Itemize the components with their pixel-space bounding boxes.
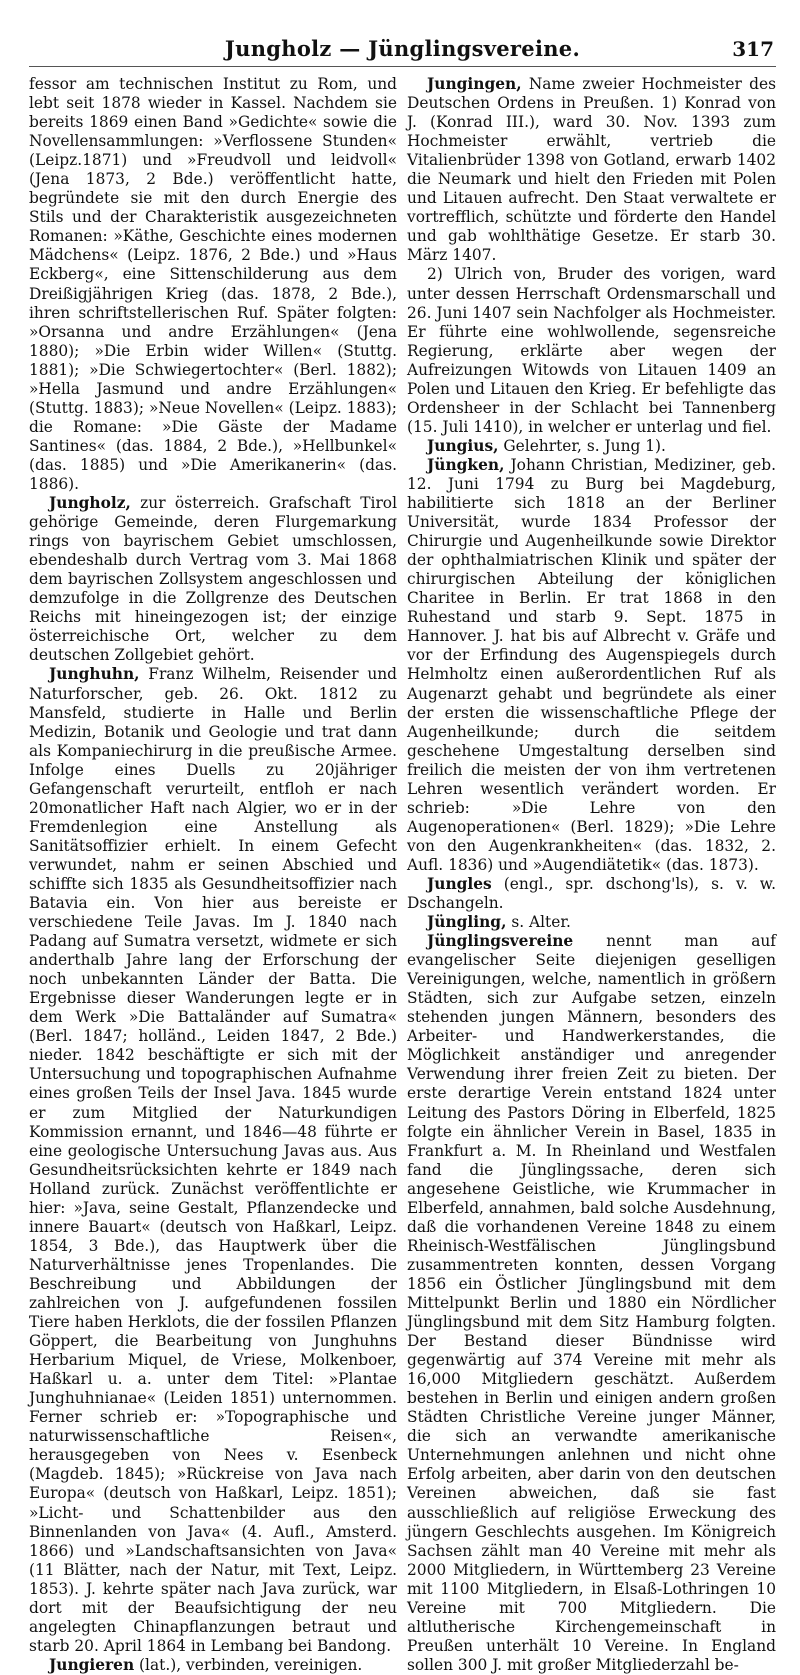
lemma-jungingen: Jungingen, [427,75,522,93]
lemma-jungholz: Jungholz, [49,494,131,513]
lemma-juengling: Jüngling, [427,913,507,932]
page-number: 317 [732,37,774,61]
entry-continuation: fessor am technischen Institut zu Rom, und lebt seit 1878 wieder in Kassel. Nachdem sie bereits 1869 einen Band »Gedichte« sowie die Novellensammlungen: »Verflossene Stunden« (Leipz.1871) und »Freudvoll und leidvoll« (Jena 1873, 2 Bde.) veröffentlicht hatte, begründete sie mit den durch Energie des Stils und der Charakteristik ausgezeichneten Romanen: »Käthe, Geschichte eines modernen Mädchens« (Leipz. 1876, 2 Bde.) und »Haus Eckberg«, eine Sittenschilderung aus dem Dreißigjährigen Krieg (das. 1878, 2 Bde.), ihren schriftstellerischen Ruf. Später folgten: »Orsanna und andre Erzählungen« (Jena 1880); »Die Erbin wider Willen« (Stuttg. 1881); »Die Schwiegertochter« (Berl. 1882); »Hella Jasmund und andre Erzählungen« (Stuttg. 1883); »Neue Novellen« (Leipz. 1883); die Romane: »Die Gäste der Madame Santines« (das. 1884, 2 Bde.), »Hellbunkel« (das. 1885) und »Die Amerikanerin« (das. 1886). [29,75,397,493]
running-title: Jungholz — Jünglingsvereine. [224,36,581,61]
entry-text-juenglingsvereine: nennt man auf evangelischer Seite diejenigen geselligen Vereinigungen, welche, namentlich in größern Städten, sich zur Aufgabe setzen, einzeln stehenden jungen Männern, besonders des Arbeiter- und Handwerkerstandes, die Möglichkeit anständiger und anregender Verwendung ihrer freien Zeit zu bieten. Der erste derartige Verein entstand 1824 unter Leitung des Pastors Döring in Elberfeld, 1825 folgte ein ähnlicher Verein in Basel, 1835 in Frankfurt a. M. In Rheinland und Westfalen fand die Jünglingssache, deren sich angesehene Geistliche, wie Krummacher in Elberfeld, annahmen, bald solche Ausdehnung, daß die vorhandenen Vereine 1848 zu einem Rheinisch-Westfälischen Jünglingsbund zusammentreten konnten, dessen Vorgang 1856 ein Östlicher Jünglingsbund mit dem Mittelpunkt Berlin und 1880 ein Nördlicher Jünglingsbund mit dem Sitz Hamburg folgten. Der Bestand dieser Bündnisse wird gegenwärtig auf 374 Vereine mit mehr als 16,000 Mitgliedern geschätzt. Außerdem bestehen in Berlin und einigen andern großen Städten Christliche Vereine junger Männer, die sich an verwandte amerikanische Unternehmungen anlehnen und nicht ohne Erfolg arbeiten, aber darin von den deutschen Vereinen abweichen, daß sie fast ausschließlich auf religiöse Erweckung des jüngern Geschlechts ausgehen. Im Königreich Sachsen zählt man 40 Vereine mit mehr als 2000 Mitgliedern, in Württemberg 23 Vereine mit 1100 Mitgliedern, in Elsaß-Lothringen 10 Vereine mit 700 Mitgliedern. Die altlutherische Kirchengemeinschaft in Preußen unterhält 10 Vereine. In England sollen 300 J. mit großer Mitgliederzahl be- [407,932,776,1674]
entry-text-junghuhn: Franz Wilhelm, Reisender und Naturforscher, geb. 26. Okt. 1812 zu Mansfeld, studierte in Halle und Berlin Medizin, Botanik und Geologie und trat dann als Kompaniechirurg in die preußische Armee. Infolge eines Duells zu 20jähriger Gefangenschaft verurteilt, entfloh er nach 20monatlicher Haft nach Algier, wo er in der Fremdenlegion eine Anstellung als Sanitätsoffizier erhielt. In einem Gefecht verwundet, nahm er seinen Abschied und schiffte sich 1835 als Gesundheitsoffizier nach Batavia ein. Von hier aus bereiste er verschiedene Teile Javas. Im J. 1840 nach Padang auf Sumatra versetzt, widmete er sich anderthalb Jahre lang der Erforschung der noch unbekannten Länder der Batta. Die Ergebnisse dieser Wanderungen legte er in dem Werk »Die Battaländer auf Sumatra« (Berl. 1847; holländ., Leiden 1847, 2 Bde.) nieder. 1842 beschäftigte er sich mit der Untersuchung und topographischen Aufnahme eines großen Teils der Insel Java. 1845 wurde er zum Mitglied der Naturkundigen Kommission ernannt, und 1846—48 führte er eine geologische Untersuchung Javas aus. Aus Gesundheitsrücksichten kehrte er 1849 nach Holland zurück. Zunächst veröffentlichte er hier: »Java, seine Gestalt, Pflanzendecke und innere Bauart« (deutsch von Haßkarl, Leipz. 1854, 3 Bde.), das Hauptwerk über die Naturverhältnisse jenes Tropenlandes. Die Beschreibung und Abbildungen der zahlreichen von J. aufgefundenen fossilen Tiere haben Herklots, die der fossilen Pflanzen Göppert, die Bearbeitung von Junghuhns Herbarium Miquel, de Vriese, Molkenboer, Haßkarl u. a. unter dem Titel: »Plantae Junghuhnianae« (Leiden 1851) unternommen. Ferner schrieb er: »Topographische und naturwissenschaftliche Reisen«, herausgegeben von Nees v. Esenbeck (Magdeb. 1845); »Rückreise von Java nach Europa« (deutsch von Haßkarl, Leipz. 1851); »Licht- und Schattenbilder aus den Binnenlanden von Java« (4. Aufl., Amsterd. 1866) und »Landschaftsansichten von Java« (11 Blätter, nach der Natur, mit Text, Leipz. 1853). J. kehrte später nach Java zurück, war dort mit der Beaufsichtigung der neu angelegten Chinapflanzungen betraut und starb 20. April 1864 in Lembang bei Bandong. [29,665,397,1655]
lemma-juenglingsvereine: Jünglingsvereine [427,932,574,951]
entry-juenglingsvereine [407,932,776,1675]
lemma-jungius: Jungius, [427,436,499,455]
entry-text-juengken: Johann Christian, Mediziner, geb. 12. Juni 1794 zu Burg bei Magdeburg, habilitierte sich 1818 an der Berliner Universität, wurde 1834 Professor der Chirurgie und Augenheilkunde sowie Direktor der ophthalmiatrischen Klinik und später der chirurgischen Abteilung der königlichen Charitee in Berlin. Er trat 1868 in den Ruhestand und starb 9. Sept. 1875 in Hannover. J. hat bis auf Albrecht v. Gräfe und vor der Erfindung des Augenspiegels durch Helmholtz einen außerordentlichen Ruf als Augenarzt gehabt und begründete als einer der ersten die wissenschaftliche Pflege der Augenheilkunde; durch die seitdem geschehene Umgestaltung derselben sind freilich die meisten der von ihm vertretenen Lehren wesentlich verändert worden. Er schrieb: »Die Lehre von den Augenoperationen« (Berl. 1829); »Die Lehre von den Augenkrankheiten« (das. 1832, 2. Aufl. 1836) und »Augendiätetik« (das. 1873). [407,455,776,874]
lemma-junghuhn: Junghuhn, [49,665,140,684]
entry-text-jungholz: zur österreich. Grafschaft Tirol gehörige Gemeinde, deren Flurgemarkung rings von bayrischem Gebiet umschlossen, ebendeshalb durch Vertrag vom 3. Mai 1868 dem bayrischen Zollsystem angeschlossen und demzufolge in die Zollgrenze des Deutschen Reichs mit hineingezogen ist; der einzige österreichische Ort, welcher zu dem deutschen Zollgebiet gehört. [29,494,397,665]
lemma-jungieren: Jungieren [49,1655,135,1674]
entry-juengling [407,913,776,932]
entry-ulrich: 2) Ulrich von, Bruder des vorigen, ward unter dessen Herrschaft Ordensmarschall und 26. Juni 1407 sein Nachfolger als Hochmeister. Er führte eine wohlwollende, segensreiche Regierung, erklärte aber wegen der Aufreizungen Witowds von Litauen 1409 an Polen und Litauen den Krieg. Er befehligte das Ordensheer in der Schlacht bei Tannenberg (15. Juli 1410), in welcher er unterlag und fiel. [407,265,776,436]
entry-jungius [407,437,776,456]
entry-jungholz [29,494,397,665]
left-column [29,75,397,1675]
entry-juengken [407,456,776,875]
entry-jungles [407,875,776,913]
text-columns [29,75,776,1675]
lemma-jungles: Jungles [427,874,492,893]
entry-text-jungingen: Name zweier Hochmeister des Deutschen Ordens in Preußen. 1) Konrad von J. (Konrad III.), ward 30. Nov. 1393 zum Hochmeister erwählt, vertrieb die Vitalienbrüder 1398 von Gotland, erwarb 1402 die Neumark und hielt den Frieden mit Polen und Litauen aufrecht. Den Staat verwaltete er vortrefflich, schützte und förderte den Handel und gab wohlthätige Gesetze. Er starb 30. März 1407. [407,75,776,265]
entry-junghuhn [29,665,397,1655]
lemma-juengken: Jüngken, [427,455,505,474]
page-header [29,34,776,67]
right-column [407,75,776,1675]
entry-jungieren [29,1656,397,1675]
entry-text-jungles: (engl., spr. dschong'ls), s. v. w. Dschangeln. [407,874,776,913]
entry-text-jungieren: (lat.), verbinden, vereinigen. [134,1655,363,1674]
entry-jungingen [407,75,776,265]
entry-text-jungius: Gelehrter, s. Jung 1). [498,436,666,455]
entry-text-juengling: s. Alter. [506,913,571,932]
